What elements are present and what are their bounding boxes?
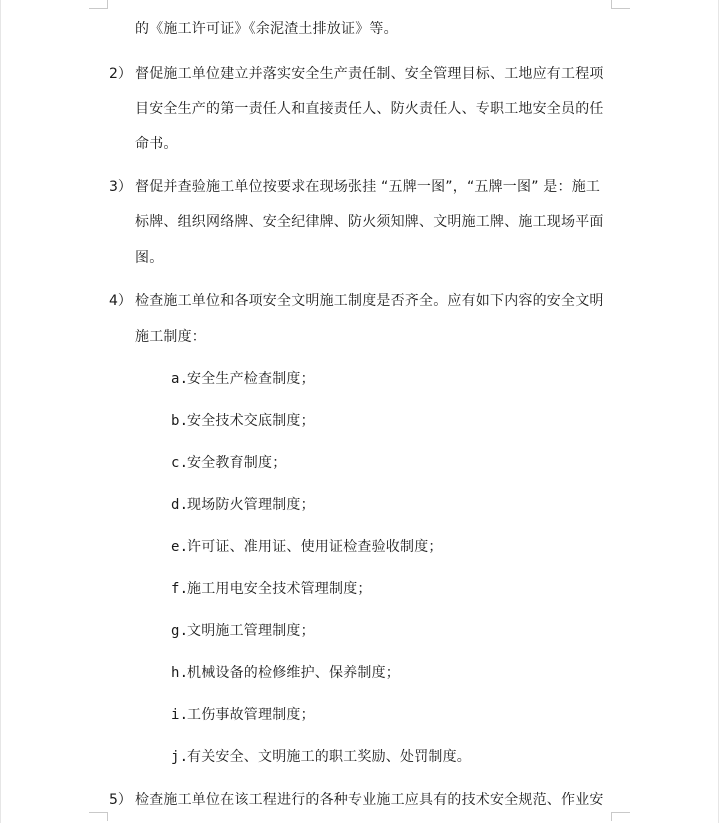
paragraph-line: 命书。 — [135, 136, 178, 152]
list-number: 5） — [109, 792, 132, 808]
list-number: 3） — [109, 179, 132, 195]
sub-list-letter: e. — [171, 539, 189, 555]
paragraph-line: 施工制度： — [135, 329, 206, 345]
paragraph-line: 督促并查验施工单位按要求在现场张挂 “五牌一图”，“五牌一图” 是：施工 — [135, 179, 601, 195]
sub-list-text: 有关安全、文明施工的职工奖励、处罚制度。 — [187, 749, 471, 765]
paragraph-line: 标牌、组织网络牌、安全纪律牌、防火须知牌、文明施工牌、施工现场平面 — [135, 214, 604, 230]
paragraph-line: 的《施工许可证》《余泥渣土排放证》等。 — [135, 21, 398, 37]
sub-list-text: 许可证、准用证、使用证检查验收制度； — [187, 539, 443, 555]
sub-list-text: 机械设备的检修维护、保养制度； — [187, 665, 400, 681]
sub-list-letter: b. — [171, 413, 189, 429]
list-number: 4） — [109, 293, 132, 309]
sub-list-item — [171, 748, 471, 766]
paragraph-line: 检查施工单位和各项安全文明施工制度是否齐全。应有如下内容的安全文明 — [135, 293, 604, 309]
sub-list-letter: j. — [171, 749, 189, 765]
sub-list-text: 安全生产检查制度； — [187, 371, 315, 387]
sub-list-item — [171, 496, 315, 514]
sub-list-item — [171, 370, 315, 388]
paragraph-line: 目安全生产的第一责任人和直接责任人、防火责任人、专职工地安全员的任 — [135, 101, 604, 117]
sub-list-text: 文明施工管理制度； — [187, 623, 315, 639]
sub-list-item — [171, 412, 315, 430]
sub-list-item — [171, 622, 315, 640]
sub-list-letter: g. — [171, 623, 189, 639]
sub-list-text: 安全教育制度； — [187, 455, 287, 471]
paragraph-line: 督促施工单位建立并落实安全生产责任制、安全管理目标、工地应有工程项 — [135, 66, 604, 82]
sub-list-text: 施工用电安全技术管理制度； — [187, 581, 372, 597]
sub-list-item — [171, 538, 443, 556]
sub-list-item — [171, 706, 315, 724]
sub-list-letter: i. — [171, 707, 189, 723]
sub-list-letter: c. — [171, 455, 189, 471]
sub-list-item — [171, 664, 400, 682]
page-corner-mark — [89, 0, 108, 9]
paragraph-line: 图。 — [135, 250, 164, 266]
paragraph-line: 检查施工单位在该工程进行的各种专业施工应具有的技术安全规范、作业安 — [135, 792, 604, 808]
page-corner-mark — [611, 812, 630, 821]
sub-list-letter: d. — [171, 497, 189, 513]
sub-list-letter: f. — [171, 581, 189, 597]
sub-list-item — [171, 454, 286, 472]
sub-list-text: 现场防火管理制度； — [187, 497, 315, 513]
sub-list-text: 工伤事故管理制度； — [187, 707, 315, 723]
page-corner-mark — [611, 0, 630, 9]
sub-list-letter: a. — [171, 371, 189, 387]
page-corner-mark — [89, 812, 108, 821]
sub-list-text: 安全技术交底制度； — [187, 413, 315, 429]
sub-list-letter: h. — [171, 665, 189, 681]
sub-list-item — [171, 580, 372, 598]
list-number: 2） — [109, 66, 132, 82]
